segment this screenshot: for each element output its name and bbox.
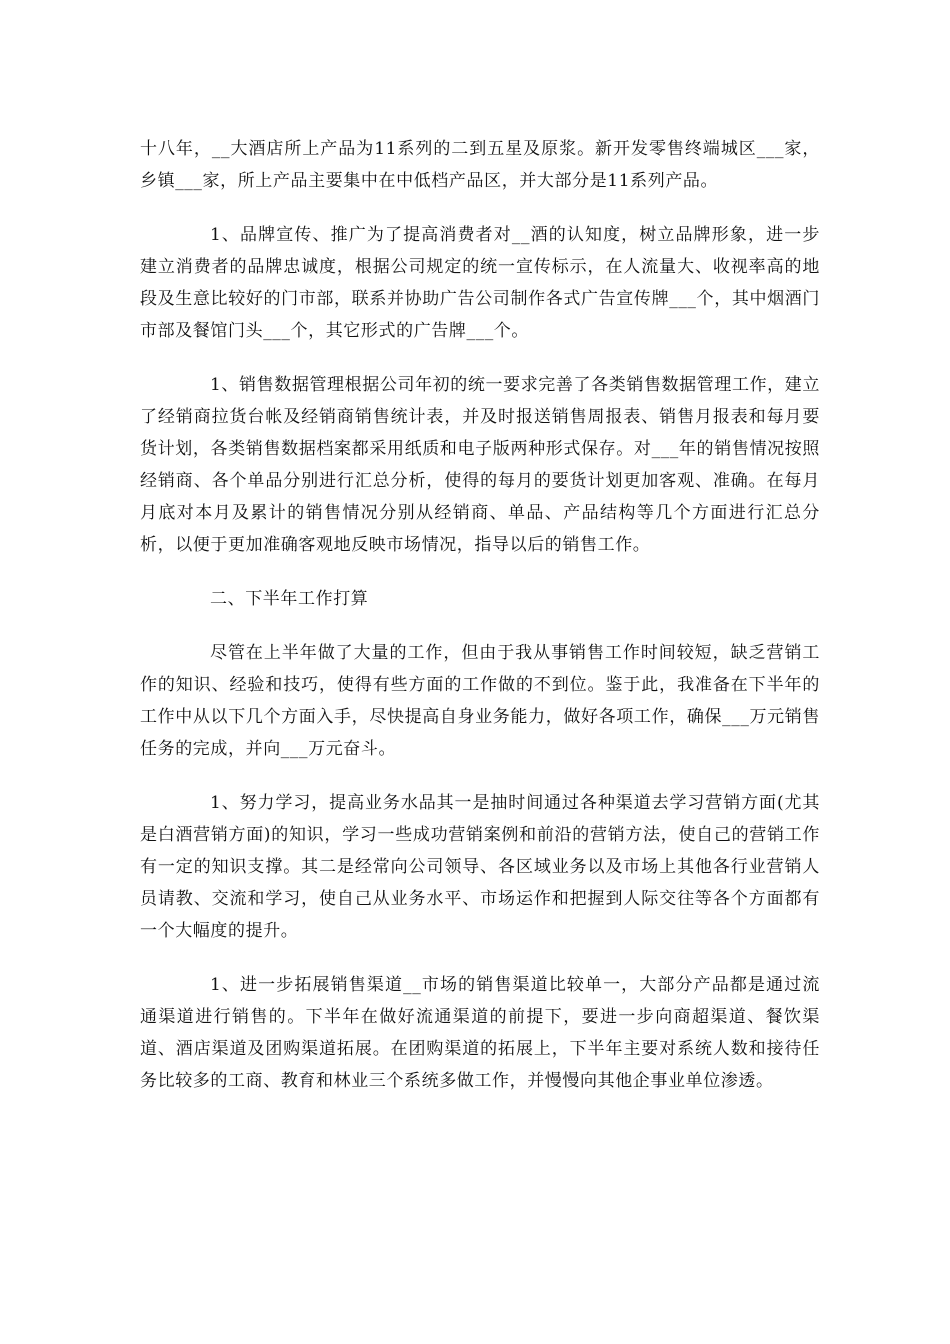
paragraph-plan-intro: 尽管在上半年做了大量的工作，但由于我从事销售工作时间较短，缺乏营销工作的知识、经验和技巧，使得有些方面的工作做的不到位。鉴于此，我准备在下半年的工作中从以下几个方面入手，尽快提高自身业务能力，做好各项工作，确保___万元销售任务的完成，并向___万元奋斗。 — [140, 643, 820, 759]
section-heading-second-half-plan: 二、下半年工作打算 — [210, 589, 369, 609]
paragraph-study-improve: 1、努力学习，提高业务水品其一是抽时间通过各种渠道去学习营销方面(尤其是白酒营销方面)的知识，学习一些成功营销案例和前沿的营销方法，使自己的营销工作有一定的知识支撑。其二是经常向公司领导、各区域业务以及市场上其他各行业营销人员请教、交流和学习，使自己从业务水平、市场运作和把握到人际交往等各个方面都有一个大幅度的提升。 — [140, 793, 820, 941]
paragraph-expand-channels: 1、进一步拓展销售渠道__市场的销售渠道比较单一，大部分产品都是通过流通渠道进行销售的。下半年在做好流通渠道的前提下，要进一步向商超渠道、餐饮渠道、酒店渠道及团购渠道拓展。在团购渠道的拓展上，下半年主要对系统人数和接待任务比较多的工商、教育和林业三个系统多做工作，并慢慢向其他企事业单位渗透。 — [140, 975, 820, 1091]
paragraph-continuation: 十八年，__大酒店所上产品为11系列的二到五星及原浆。新开发零售终端城区___家，乡镇___家，所上产品主要集中在中低档产品区，并大部分是11系列产品。 — [140, 139, 820, 191]
paragraph-sales-data-management: 1、销售数据管理根据公司年初的统一要求完善了各类销售数据管理工作，建立了经销商拉货台帐及经销商销售统计表，并及时报送销售周报表、销售月报表和每月要货计划，各类销售数据档案都采用纸质和电子版两种形式保存。对___年的销售情况按照经销商、各个单品分别进行汇总分析，使得的每月的要货计划更加客观、准确。在每月月底对本月及累计的销售情况分别从经销商、单品、产品结构等几个方面进行汇总分析，以便于更加准确客观地反映市场情况，指导以后的销售工作。 — [140, 375, 820, 555]
paragraph-brand-promotion: 1、品牌宣传、推广为了提高消费者对__酒的认知度，树立品牌形象，进一步建立消费者的品牌忠诚度，根据公司规定的统一宣传标示，在人流量大、收视率高的地段及生意比较好的门市部，联系并协助广告公司制作各式广告宣传牌___个，其中烟酒门市部及餐馆门头___个，其它形式的广告牌___个。 — [140, 225, 820, 341]
document-body — [140, 133, 820, 1119]
